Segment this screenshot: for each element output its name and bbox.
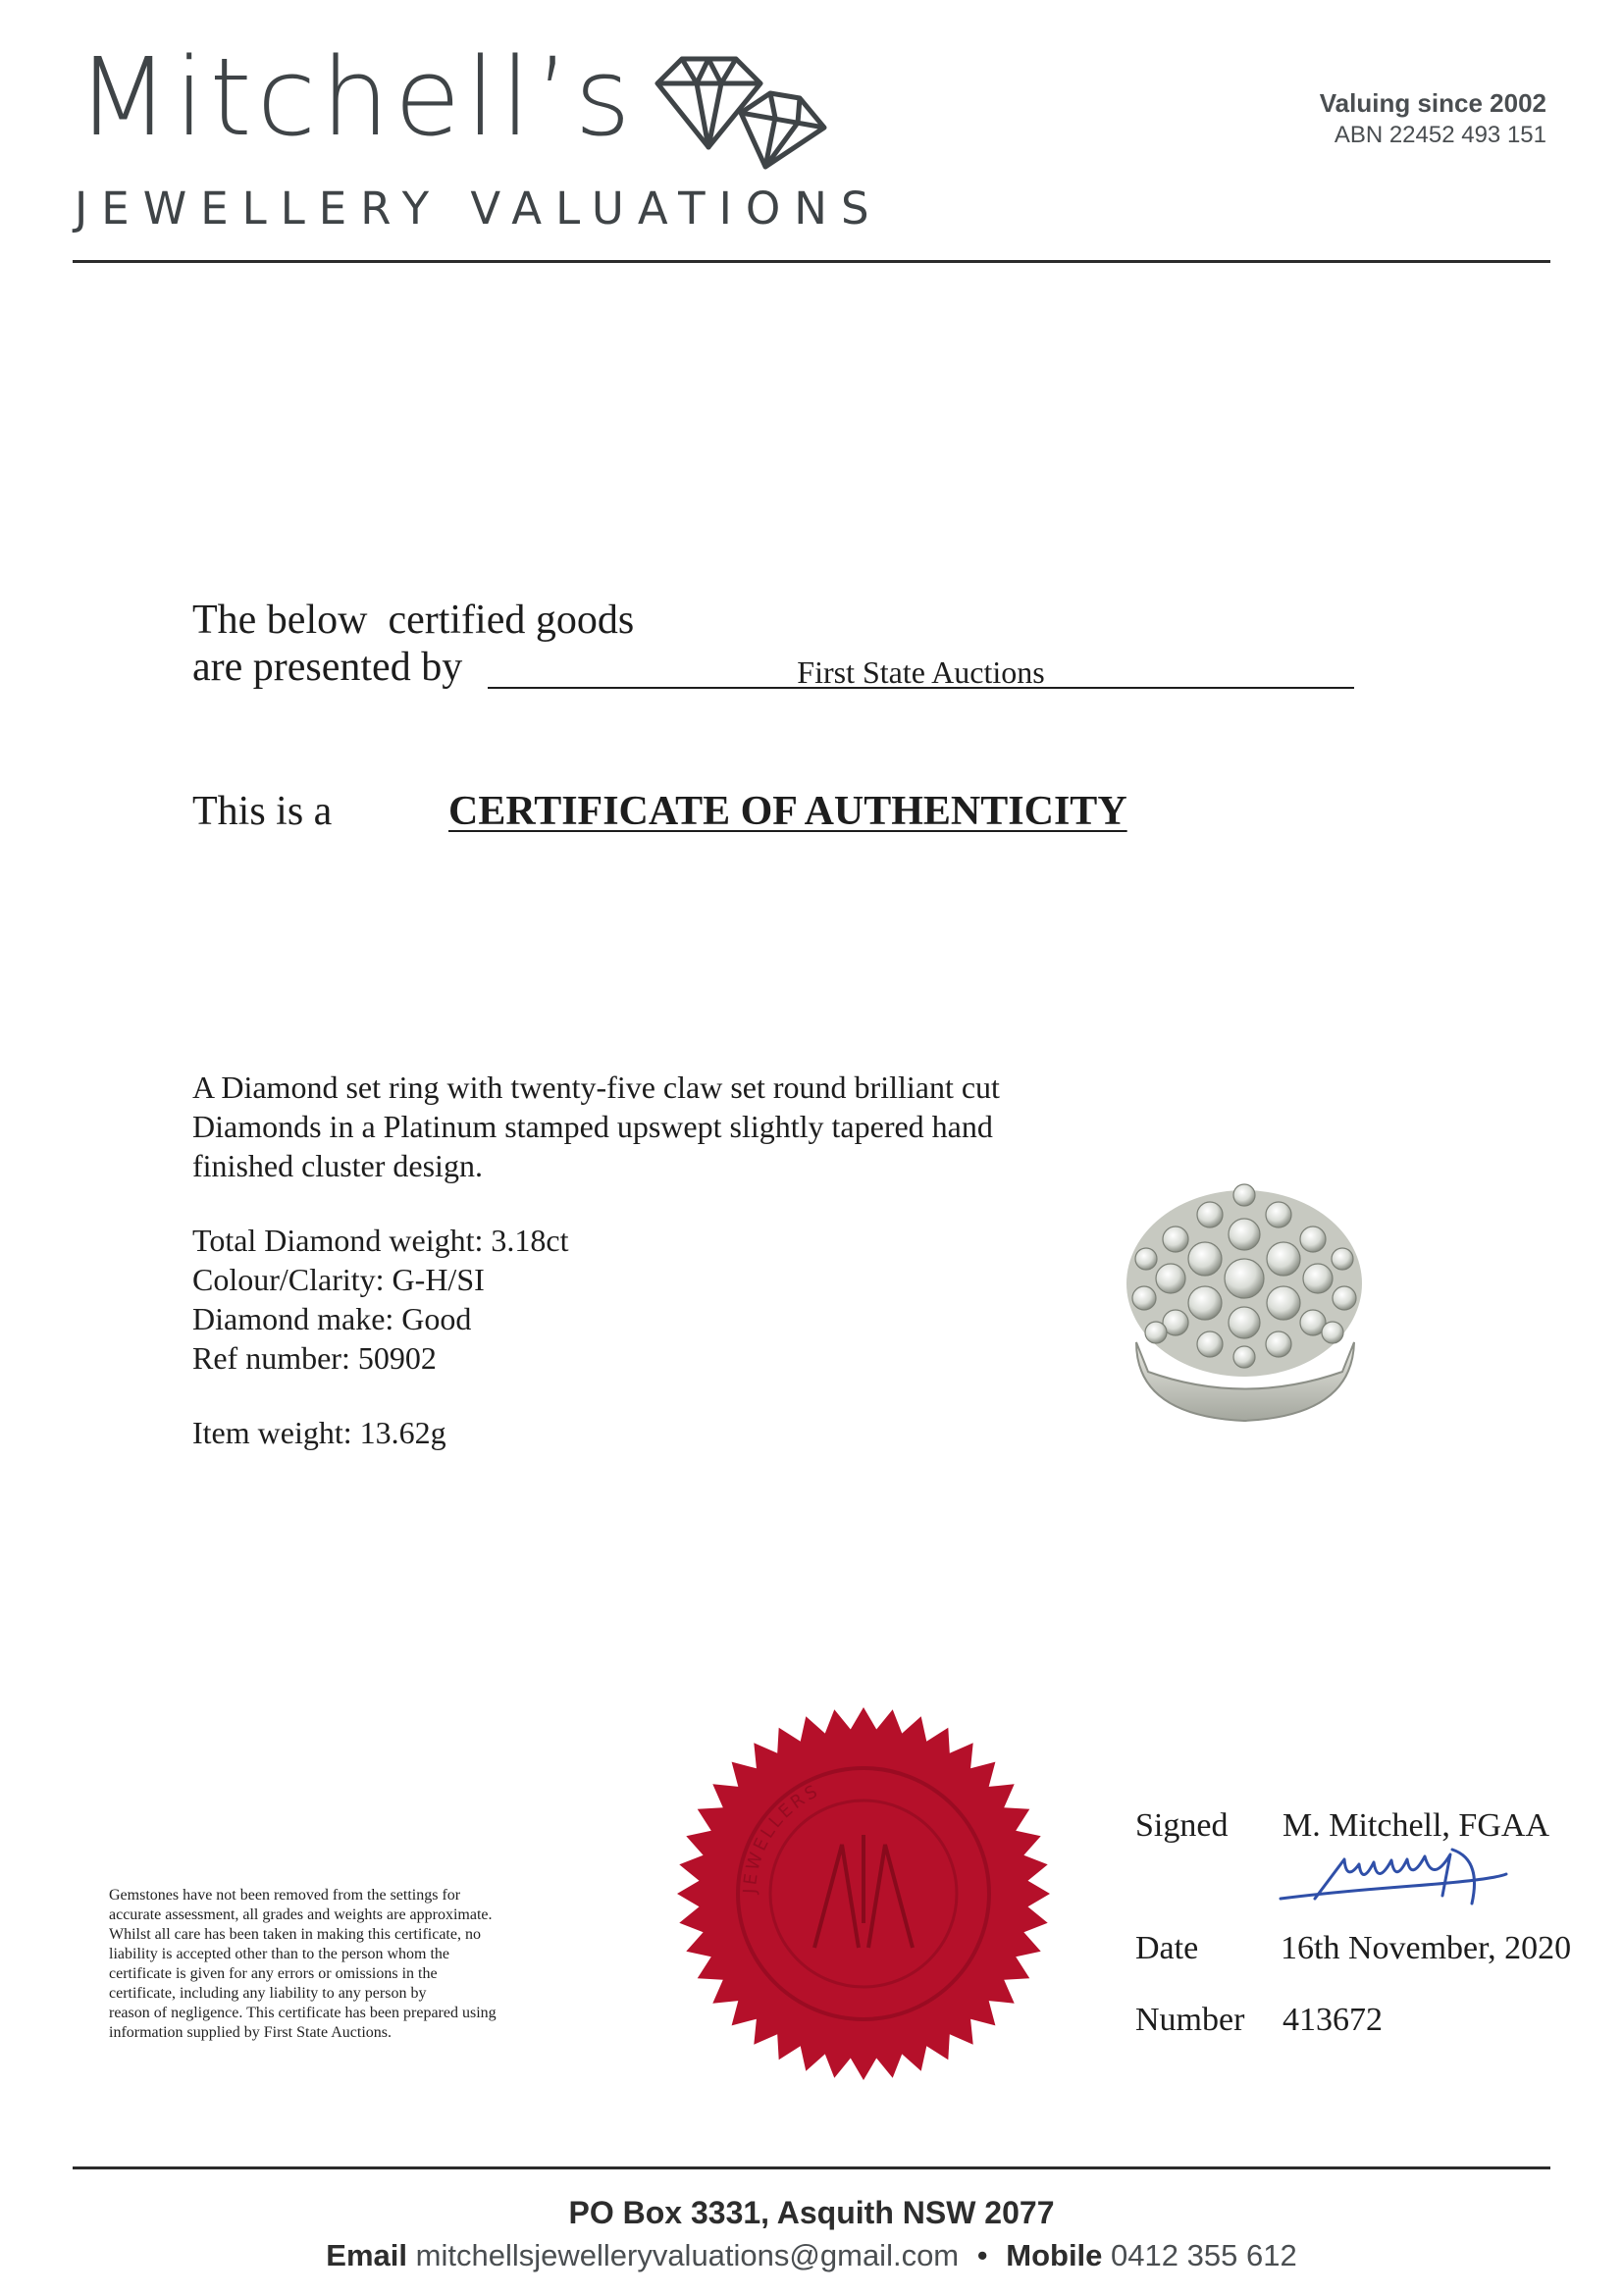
postal-address: PO Box 3331, Asquith NSW 2077 — [568, 2195, 1055, 2230]
presenter-name: First State Auctions — [797, 654, 1045, 690]
certificate-title: CERTIFICATE OF AUTHENTICITY — [448, 789, 1127, 834]
brand-subtitle: JEWELLERY VALUATIONS — [75, 183, 883, 235]
spec-colour-clarity: Colour/Clarity: G-H/SI — [192, 1262, 485, 1297]
email-label: Email — [326, 2238, 408, 2272]
diamond-logo-icon — [643, 54, 829, 172]
ring-photo — [1097, 1175, 1391, 1426]
wax-seal-icon — [667, 1697, 1060, 2090]
email-link[interactable]: mitchellsjewelleryvaluations@gmail.com — [415, 2238, 960, 2272]
number-label: Number — [1135, 2002, 1245, 2038]
intro-line-1: The below certified goods — [192, 598, 635, 643]
signed-value: M. Mitchell, FGAA — [1283, 1807, 1549, 1844]
spec-diamond-weight: Total Diamond weight: 3.18ct — [192, 1223, 569, 1258]
presenter-field — [488, 648, 1354, 689]
footer-divider — [73, 2166, 1550, 2169]
certificate-prefix: This is a — [192, 789, 333, 834]
disclaimer-line: Whilst all care has been taken in making this certificate, no — [109, 1926, 481, 1943]
certificate-number: 413672 — [1283, 2002, 1383, 2038]
disclaimer — [109, 1886, 604, 2043]
header-info — [1320, 86, 1546, 151]
abn-number: ABN 22452 493 151 — [1334, 122, 1546, 148]
item-weight-paragraph — [192, 1413, 1075, 1452]
item-weight: Item weight: 13.62g — [192, 1415, 446, 1450]
disclaimer-line: accurate assessment, all grades and weights are approximate. — [109, 1906, 493, 1923]
description-paragraph — [192, 1068, 1075, 1185]
separator-dot: • — [976, 2238, 988, 2272]
disclaimer-line: information supplied by First State Auctions. — [109, 2024, 392, 2041]
spec-ref-number: Ref number: 50902 — [192, 1340, 437, 1376]
date-value: 16th November, 2020 — [1281, 1930, 1572, 1966]
mobile-label: Mobile — [1006, 2238, 1103, 2272]
disclaimer-line: Gemstones have not been removed from the settings for — [109, 1887, 461, 1904]
seal-ring-text: JEWELLERS — [739, 1780, 823, 1895]
description-line: Diamonds in a Platinum stamped upswept slightly tapered hand — [192, 1109, 993, 1144]
handwritten-signature — [1276, 1845, 1511, 1913]
date-label: Date — [1135, 1930, 1199, 1966]
disclaimer-line: certificate, including any liability to any person by — [109, 1985, 427, 2002]
disclaimer-line: liability is accepted other than to the person whom the — [109, 1946, 450, 1962]
spec-diamond-make: Diamond make: Good — [192, 1301, 472, 1336]
signed-label: Signed — [1135, 1807, 1229, 1844]
description-line: A Diamond set ring with twenty-five claw set round brilliant cut — [192, 1070, 1000, 1105]
tagline: Valuing since 2002 — [1319, 88, 1546, 118]
brand-name: Mitchell’s — [77, 34, 636, 160]
mobile-number[interactable]: 0412 355 612 — [1111, 2238, 1297, 2272]
contact-line — [0, 2238, 1623, 2273]
disclaimer-line: reason of negligence. This certificate has been prepared using — [109, 2005, 497, 2021]
intro-line-2: are presented by — [192, 645, 463, 690]
item-description — [192, 1068, 1075, 1452]
header-divider — [73, 260, 1550, 263]
disclaimer-line: certificate is given for any errors or omissions in the — [109, 1965, 438, 1982]
specifications — [192, 1221, 1075, 1378]
description-line: finished cluster design. — [192, 1148, 483, 1183]
